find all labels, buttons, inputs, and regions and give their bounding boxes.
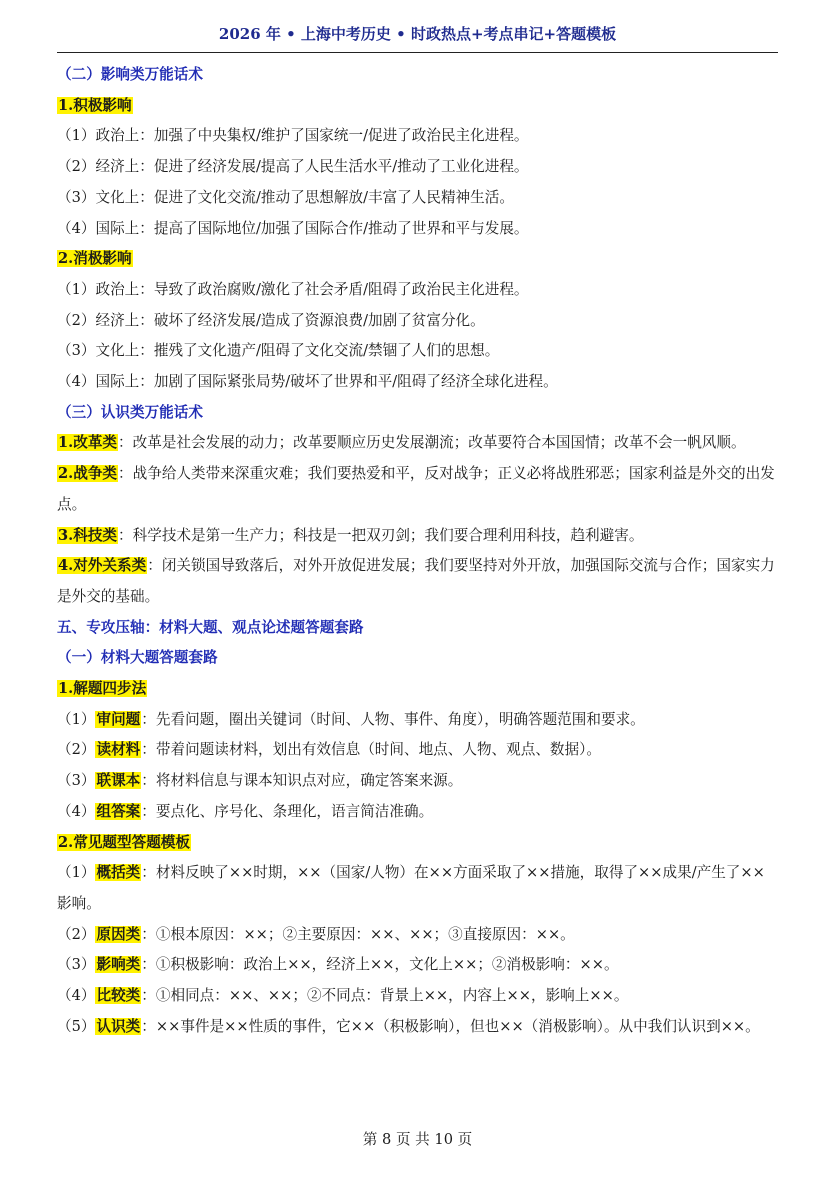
step-label: 读材料 <box>96 741 141 759</box>
template-label: 比较类 <box>96 987 141 1005</box>
recognition-label: 2.战争类 <box>58 465 118 483</box>
section5-sub-heading: （一）材料大题答题套路 <box>57 649 218 667</box>
negative-item-3: （3）文化上：摧残了文化遗产/阻碍了文化交流/禁锢了人们的思想。 <box>57 342 500 360</box>
recognition-item-foreign <box>57 551 779 612</box>
influence-heading: （二）影响类万能话术 <box>57 66 203 83</box>
template-text: ：①积极影响：政治上××，经济上××，文化上××；②消极影响：××。 <box>141 956 619 974</box>
recognition-label: 3.科技类 <box>58 526 118 544</box>
template-num: （4） <box>57 987 96 1005</box>
templates-title: 2.常见题型答题模板 <box>58 833 190 851</box>
step-num: （1） <box>57 710 96 728</box>
header-title: 2026 年 • 上海中考历史 • 时政热点+考点串记+答题模板 <box>218 25 617 43</box>
step-num: （3） <box>57 772 96 790</box>
negative-item-1: （1）政治上：导致了政治腐败/激化了社会矛盾/阻碍了政治民主化进程。 <box>57 280 529 298</box>
template-text: ：××事件是××性质的事件，它××（积极影响），但也××（消极影响）。从中我们认识到××。 <box>141 1017 760 1035</box>
template-num: （2） <box>57 925 96 943</box>
recognition-text: ：战争给人类带来深重灾难；我们要热爱和平，反对战争；正义必将战胜邪恶；国家利益是外交的出发点。 <box>57 465 775 513</box>
recognition-heading: （三）认识类万能话术 <box>57 403 203 421</box>
template-text: ：①相同点：××、××；②不同点：背景上××，内容上××，影响上××。 <box>141 987 629 1005</box>
recognition-item-war <box>57 459 779 520</box>
step-text: ：带着问题读材料，划出有效信息（时间、地点、人物、观点、数据）。 <box>141 741 601 759</box>
positive-item-4: （4）国际上：提高了国际地位/加强了国际合作/推动了世界和平与发展。 <box>57 219 529 237</box>
recognition-label: 4.对外关系类 <box>58 557 147 575</box>
section5-heading: 五、专攻压轴：材料大题、观点论述题答题套路 <box>57 618 364 636</box>
template-item-3 <box>57 950 779 981</box>
page-footer <box>0 1128 835 1149</box>
negative-influence-title: 2.消极影响 <box>58 250 132 268</box>
recognition-text: ：闭关锁国导致落后，对外开放促进发展；我们要坚持对外开放，加强国际交流与合作；国家实力是外交的基础。 <box>57 557 775 605</box>
template-label: 概括类 <box>96 864 141 882</box>
step-item-4 <box>57 797 779 828</box>
step-label: 组答案 <box>96 802 141 820</box>
negative-item-2: （2）经济上：破坏了经济发展/造成了资源浪费/加剧了贫富分化。 <box>57 311 485 329</box>
template-num: （1） <box>57 864 96 882</box>
recognition-item-tech <box>57 521 779 552</box>
positive-item-2: （2）经济上：促进了经济发展/提高了人民生活水平/推动了工业化进程。 <box>57 158 529 176</box>
recognition-text: ：改革是社会发展的动力；改革要顺应历史发展潮流；改革要符合本国国情；改革不会一帆风顺。 <box>118 434 746 452</box>
step-text: ：先看问题，圈出关键词（时间、人物、事件、角度），明确答题范围和要求。 <box>141 710 645 728</box>
step-text: ：要点化、序号化、条理化，语言简洁准确。 <box>141 802 434 820</box>
recognition-text: ：科学技术是第一生产力；科技是一把双刃剑；我们要合理利用科技，趋利避害。 <box>118 526 644 544</box>
template-item-4 <box>57 981 779 1012</box>
template-num: （5） <box>57 1017 96 1035</box>
page-header <box>57 20 778 53</box>
step-item-1 <box>57 705 779 736</box>
template-text: ：①根本原因：××；②主要原因：××、××；③直接原因：××。 <box>141 925 575 943</box>
step-num: （2） <box>57 741 96 759</box>
template-num: （3） <box>57 956 96 974</box>
step-item-3 <box>57 766 779 797</box>
positive-influence-title: 1.积极影响 <box>58 96 132 114</box>
recognition-label: 1.改革类 <box>58 434 118 452</box>
template-item-1 <box>57 858 779 919</box>
document-body <box>57 60 779 1043</box>
template-text: ：材料反映了××时期，××（国家/人物）在××方面采取了××措施，取得了××成果/产生了××影响。 <box>57 864 765 912</box>
step-label: 联课本 <box>96 772 141 790</box>
positive-item-1: （1）政治上：加强了中央集权/维护了国家统一/促进了政治民主化进程。 <box>57 127 529 145</box>
step-item-2 <box>57 735 779 766</box>
template-label: 认识类 <box>96 1017 141 1035</box>
recognition-item-reform <box>57 428 779 459</box>
negative-item-4: （4）国际上：加剧了国际紧张局势/破坏了世界和平/阻碍了经济全球化进程。 <box>57 373 558 391</box>
step-text: ：将材料信息与课本知识点对应，确定答案来源。 <box>141 772 463 790</box>
template-item-2 <box>57 920 779 951</box>
step-num: （4） <box>57 802 96 820</box>
step-label: 审问题 <box>96 710 141 728</box>
template-label: 原因类 <box>96 925 141 943</box>
template-item-5 <box>57 1012 779 1043</box>
positive-item-3: （3）文化上：促进了文化交流/推动了思想解放/丰富了人民精神生活。 <box>57 188 514 206</box>
steps-title: 1.解题四步法 <box>58 680 147 698</box>
page-number: 第 8 页 共 10 页 <box>362 1131 473 1148</box>
template-label: 影响类 <box>96 956 141 974</box>
